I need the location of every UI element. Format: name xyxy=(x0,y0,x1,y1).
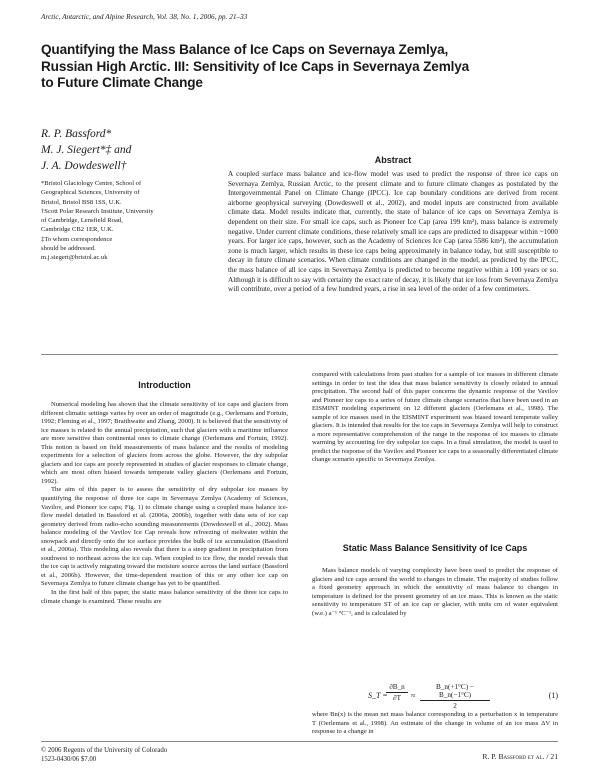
footer-divider xyxy=(41,741,558,742)
fraction-bar xyxy=(420,700,490,701)
author-1: R. P. Bassford* xyxy=(41,128,112,140)
journal-citation: Arctic, Antarctic, and Alpine Research, Vol. 38, No. 1, 2006, pp. 21–33 xyxy=(41,12,248,21)
affiliation-line: *Bristol Glaciology Centre, School of xyxy=(41,180,142,187)
abstract-paragraph: A coupled surface mass balance and ice-flow model was used to predict the response of three ice caps on Severnaya Zemlya, Russian Arctic, to the present climate and to future climate changes as postulated by the Intergovernmental Panel on Climate Change (IPCC). Ice cap boundary conditions are derived from recent airborne geophysical surveying (Dowdeswell et al., 2002), and model inputs are constructed from available climate data. Model results indicate that, currently, the state of balance of ice caps on Severnaya Zemlya is dependent on their size. For small ice caps, such as Pioneer Ice Cap (area 199 km²), mass balance is extremely negative. Under current climate conditions, these relatively small ice caps are predicted to disappear within ~1000 years. For larger ice caps, however, such as the Academy of Sciences Ice Cap (area 5586 km²), the accumulation zone is much larger, which results in these ice caps being approximately in balance today, but still susceptible to decay in future climate scenarios. When climate conditions are changed in the model, as predicted by the IPCC, the mass balance of all ice caps in Severnaya Zemlya is predicted to become negative within a 100 years or so. Although it is difficult to say with certainty the exact rate of decay, it is likely that ice loss from Severnaya Zemlya will contribute, over a period of a few hundred years, a rise in sea level of the order of a few centimeters. xyxy=(228,170,558,294)
affiliation-line: should be addressed. xyxy=(41,245,96,253)
author-list xyxy=(41,126,131,174)
affiliation-line: †Scott Polar Research Institute, University xyxy=(41,207,154,215)
abstract-heading: Abstract xyxy=(374,155,412,165)
intro-paragraph-1: Numerical modeling has shown that the climate sensitivity of ice caps and glaciers from different climatic settings varies by over an order of magnitude (e.g., Oerlemans and Fortuin, 1992; Fleming et al., 1997; Braithwaite and Zhang, 2000). It is believed that the sensitivity of ice masses is related to the annual precipitation, such that glaciers with a maritime influence are more sensitive than continental ones to climate change (Oerlemans and Fortuin, 1992). This notion is based on field measurements of mass balance and the results of modeling experiments for a selection of glaciers from across the globe. However, the dry subpolar glaciers and ice caps are poorly represented in studies of glacier responses to climate change, which are most often biased towards temperate valley glaciers (Oerlemans and Fortuin, 1992). xyxy=(41,401,288,485)
affiliation-line: Geographical Sciences, University of xyxy=(41,189,140,197)
introduction-column xyxy=(41,401,288,606)
fraction-denominator: ∂T xyxy=(393,694,401,702)
equation-partial-fraction xyxy=(386,683,408,702)
affiliation-line: of Cambridge, Lensfield Road, xyxy=(41,217,123,225)
continuation-paragraph: compared with calculations from past studies for a sample of ice masses in different climate settings in order to test the idea that mass balance sensitivity is closely related to annual precipitation. The second half of this paper concerns the dynamic response of the Vavilov and Pioneer ice caps to a series of future climate change scenarios that have been used in an EISMINT modeling experiment on 12 different glaciers (Oerlemans et al., 1998). The sample of ice masses used in the EISMINT experiment was biased toward temperate valley glaciers. It is intended that results for the ice caps in Severnaya Zemlya will help to construct a more representative comprehension of the range in the response of ice masses to climate warming by accounting for dry subpolar ice caps. In a final simulation, the model is used to predict the response of the Vavilov and Pioneer ice caps to a seasonally differentiated climate change scenario specific to Severnaya Zemlya. xyxy=(312,371,558,464)
issn-price-line: 1523-0430/06 $7.00 xyxy=(41,755,97,763)
affiliation-line: ‡To whom correspondence xyxy=(41,235,113,243)
equation-1 xyxy=(312,683,558,709)
introduction-heading: Introduction xyxy=(138,380,191,390)
right-column-continuation xyxy=(312,371,558,465)
abstract-text xyxy=(228,170,558,295)
equation-difference-fraction xyxy=(420,683,490,710)
post-equation-text xyxy=(312,711,558,737)
copyright-notice xyxy=(41,747,167,764)
fraction-bar xyxy=(386,692,408,693)
copyright-line: © 2006 Regents of the University of Colorado xyxy=(41,747,168,754)
fraction-numerator: ∂B_n xyxy=(389,683,405,691)
approx-symbol: ≈ xyxy=(411,691,416,700)
equation-lhs: S_T = xyxy=(368,691,388,700)
section-divider xyxy=(41,354,558,355)
equation-number: (1) xyxy=(548,691,558,700)
intro-paragraph-3: In the first half of this paper, the static mass balance sensitivity of the three ice caps to climate change is examined. These results are xyxy=(41,589,288,605)
intro-paragraph-2: The aim of this paper is to assess the sensitivity of dry subpolar ice masses by quantifying the response of three ice caps in Severnaya Zemlya (Academy of Sciences, Vavilov, and Pioneer ice caps; Fig. 1) to climate change using a coupled mass balance ice-flow model detailed in Bassford et al. (2006a, 2006b), together with data sets of ice cap geometry derived from radio-echo sounding measurements (Dowdeswell et al., 2002). Mass balance modeling of the Vavilov Ice Cap reveals how refreezing of meltwater within the snowpack and directly onto the ice surface provides the bulk of ice accumulation (Bassford et al., 2006a). This modeling also reveals that there is a steep gradient in precipitation from southwest to northeast across the ice cap. When coupled to ice flow, the model reveals that the ice cap is actively migrating toward the moisture source across the land surface (Bassford et al., 2006b). However, the time-dependent reaction of this or any other ice cap on Severnaya Zemlya to future climate change has yet to be quantified. xyxy=(41,486,288,588)
author-3: J. A. Dowdeswell† xyxy=(41,160,127,172)
static-paragraph: Mass balance models of varying complexity have been used to predict the response of glaciers and ice caps around the world to changes in climate. The majority of studies follow a fixed geometry approach in which the sensitivity of mass balance to changes in temperature is defined for the present geometry of an ice mass. This is known as the static sensitivity to temperature ST of an ice cap or glacier, with units cm of water equivalent (w.e.) a⁻¹ °C⁻¹, and is calculated by xyxy=(312,567,558,617)
fraction-numerator: B_n(+1°C) − B_n(−1°C) xyxy=(436,683,474,699)
email-link[interactable]: m.j.siegert@bristol.ac.uk xyxy=(41,254,108,262)
static-sensitivity-text xyxy=(312,567,558,618)
affiliation-line: Cambridge CB2 1ER, U.K. xyxy=(41,226,114,234)
running-footer-page: R. P. Bassford et al. / 21 xyxy=(482,752,558,761)
author-2: M. J. Siegert*‡ and xyxy=(41,144,132,156)
affiliation-line: Bristol, Bristol BS8 1SS, U.K. xyxy=(41,198,122,206)
post-equation-paragraph: where Bn(x) is the mean net mass balance corresponding to a perturbation x in temperature T (Oerlemans et al., 1998). An estimate of the change in volume of an ice mass ΔV in response to a change in xyxy=(312,711,558,736)
affiliations xyxy=(41,179,216,263)
static-sensitivity-heading: Static Mass Balance Sensitivity of Ice Caps xyxy=(342,543,528,553)
fraction-denominator: 2 xyxy=(453,702,457,710)
paper-title: Quantifying the Mass Balance of Ice Caps on Severnaya Zemlya, Russian High Arctic. III: Sensitivity of Ice Caps in Severnaya Zemlya to Future Climate Change xyxy=(41,42,470,90)
